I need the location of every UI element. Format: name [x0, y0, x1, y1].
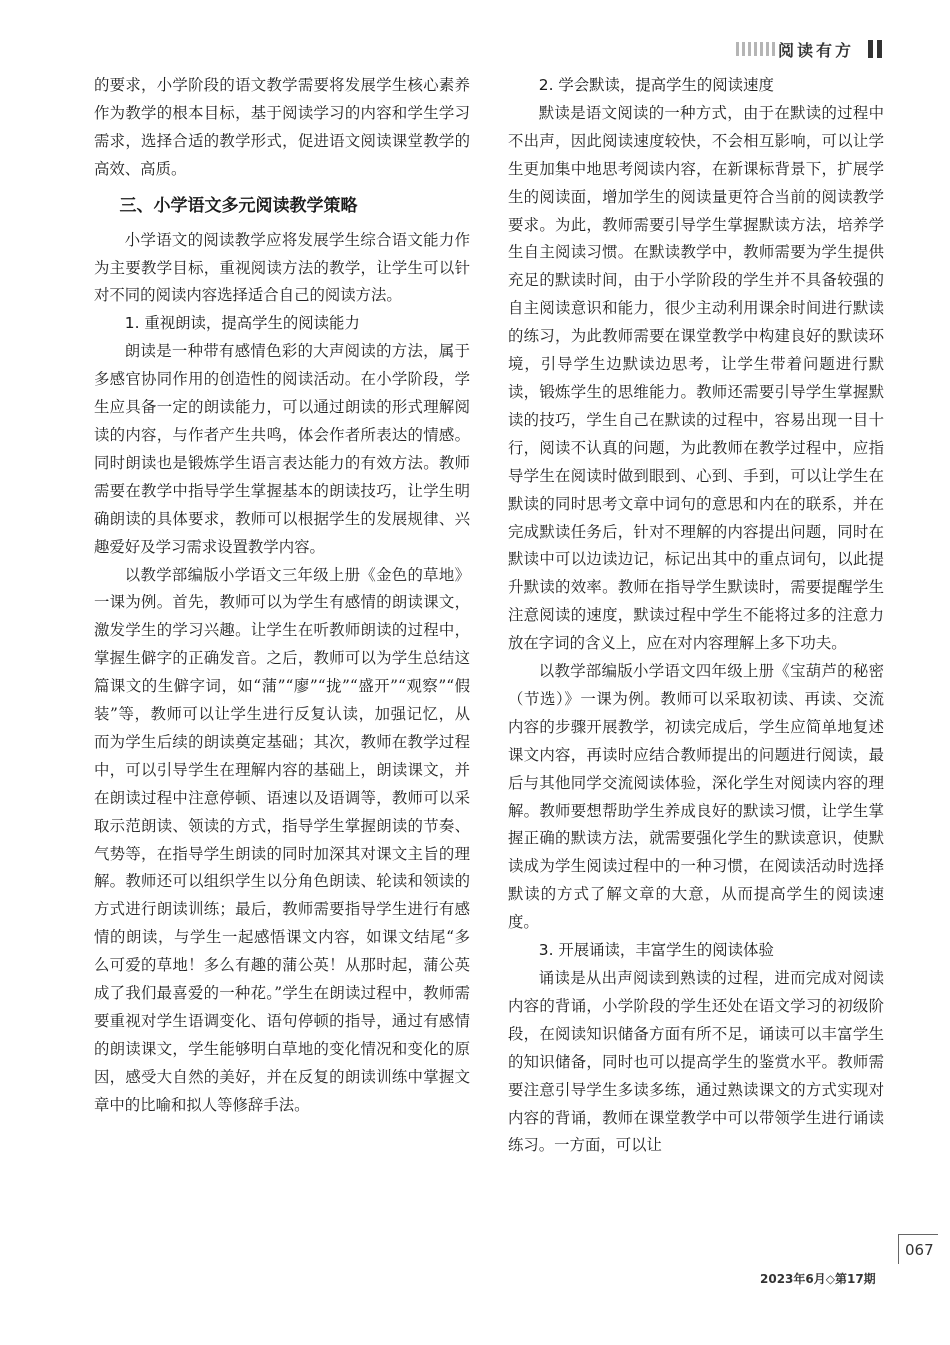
paragraph: 以教学部编版小学语文三年级上册《金色的草地》一课为例。首先，教师可以为学生有感情的朗读课文，激发学生的学习兴趣。让学生在听教师朗读的过程中，掌握生僻字的正确发音。之后，教师可以为学生总结这篇课文的生僻字词，如“蒲”“廖”“拢”“盛开”“观察”“假装”等，教师可以让学生进行反复认读，加强记忆，从而为学生后续的朗读奠定基础；其次，教师在教学过程中，可以引导学生在理解内容的基础上，朗读课文，并在朗读过程中注意停顿、语速以及语调等，教师可以采取示范朗读、领读的方式，指导学生掌握朗读的节奏、气势等，在指导学生朗读的同时加深其对课文主旨的理解。教师还可以组织学生以分角色朗读、轮读和领读的方式进行朗读训练；最后，教师需要指导学生进行有感情的朗读，与学生一起感悟课文内容，如课文结尾“多么可爱的草地！多么有趣的蒲公英！从那时起，蒲公英成了我们最喜爱的一种花。”学生在朗读过程中，教师需要重视对学生语调变化、语句停顿的指导，通过有感情的朗读课文，学生能够明白草地的变化情况和变化的原因，感受大自然的美好，并在反复的朗读训练中掌握文章中的比喻和拟人等修辞手法。	[94, 565, 470, 1114]
header-decoration-bars	[736, 42, 775, 56]
paragraph: 小学语文的阅读教学应将发展学生综合语文能力作为主要教学目标，重视阅读方法的教学，让学生可以针对不同的阅读内容选择适合自己的阅读方法。	[94, 230, 470, 305]
issue-label: 2023年6月◇第17期	[760, 1272, 876, 1286]
section-heading: 三、小学语文多元阅读教学策略	[119, 195, 358, 216]
subsection-heading: 2. 学会默读，提高学生的阅读速度	[538, 76, 774, 94]
paragraph: 朗读是一种带有感情色彩的大声阅读的方法，属于多感官协同作用的创造性的阅读活动。在小学阶段，学生应具备一定的朗读能力，可以通过朗读的形式理解阅读的内容，与作者产生共鸣，体会作者所表达的情感。同时朗读也是锻炼学生语言表达能力的有效方法。教师需要在教学中指导学生掌握基本的朗读技巧，让学生明确朗读的具体要求，教师可以根据学生的发展规律、兴趣爱好及学习需求设置教学内容。	[94, 342, 470, 556]
header-end-bars	[868, 40, 882, 58]
paragraph: 以教学部编版小学语文四年级上册《宝葫芦的秘密（节选）》一课为例。教师可以采取初读、再读、交流内容的步骤开展教学，初读完成后，学生应简单地复述课文内容，再读时应结合教师提出的问题进行阅读，最后与其他同学交流阅读体验，深化学生对阅读内容的理解。教师要想帮助学生养成良好的默读习惯，让学生掌握正确的默读方法，就需要强化学生的默读意识，使默读成为学生阅读过程中的一种习惯，在阅读活动时选择默读的方式了解文章的大意，从而提高学生的阅读速度。	[508, 662, 884, 932]
paragraph: 的要求，小学阶段的语文教学需要将发展学生核心素养作为教学的根本目标，基于阅读学习的内容和学生学习需求，选择合适的教学形式，促进语文阅读课堂教学的高效、高质。	[94, 76, 470, 178]
right-column	[508, 72, 884, 1160]
paragraph: 默读是语文阅读的一种方式，由于在默读的过程中不出声，因此阅读速度较快，不会相互影响，可以让学生更加集中地思考阅读内容，在新课标背景下，扩展学生的阅读面，增加学生的阅读量更符合当前的阅读教学要求。为此，教师需要引导学生掌握默读方法，培养学生自主阅读习惯。在默读教学中，教师需要为学生提供充足的默读时间，由于小学阶段的学生并不具备较强的自主阅读意识和能力，很少主动利用课余时间进行默读的练习，为此教师需要在课堂教学中构建良好的默读环境，引导学生边默读边思考，让学生带着问题进行默读，锻炼学生的思维能力。教师还需要引导学生掌握默读的技巧，学生自己在默读的过程中，容易出现一目十行，阅读不认真的问题，为此教师在教学过程中，应指导学生在阅读时做到眼到、心到、手到，可以让学生在默读的同时思考文章中词句的意思和内在的联系，并在完成默读任务后，针对不理解的内容提出问题，同时在默读中可以边读边记，标记出其中的重点词句，以此提升默读的效率。教师在指导学生默读时，需要提醒学生注意阅读的速度，默读过程中学生不能将过多的注意力放在字词的含义上，应在对内容理解上多下功夫。	[508, 103, 884, 653]
subsection-heading: 1. 重视朗读，提高学生的阅读能力	[124, 314, 360, 333]
section-title: 阅读有方	[778, 41, 855, 60]
paragraph: 诵读是从出声阅读到熟读的过程，进而完成对阅读内容的背诵，小学阶段的学生还处在语文学习的初级阶段，在阅读知识储备方面有所不足，诵读可以丰富学生的知识储备，同时也可以提高学生的鉴赏水平。教师需要注意引导学生多读多练，通过熟读课文的方式实现对内容的背诵，教师在课堂教学中可以带领学生进行诵读练习。一方面，可以让	[508, 969, 884, 1155]
left-column	[94, 72, 470, 1120]
page-number: 067	[898, 1234, 938, 1264]
subsection-heading: 3. 开展诵读，丰富学生的阅读体验	[538, 941, 774, 960]
